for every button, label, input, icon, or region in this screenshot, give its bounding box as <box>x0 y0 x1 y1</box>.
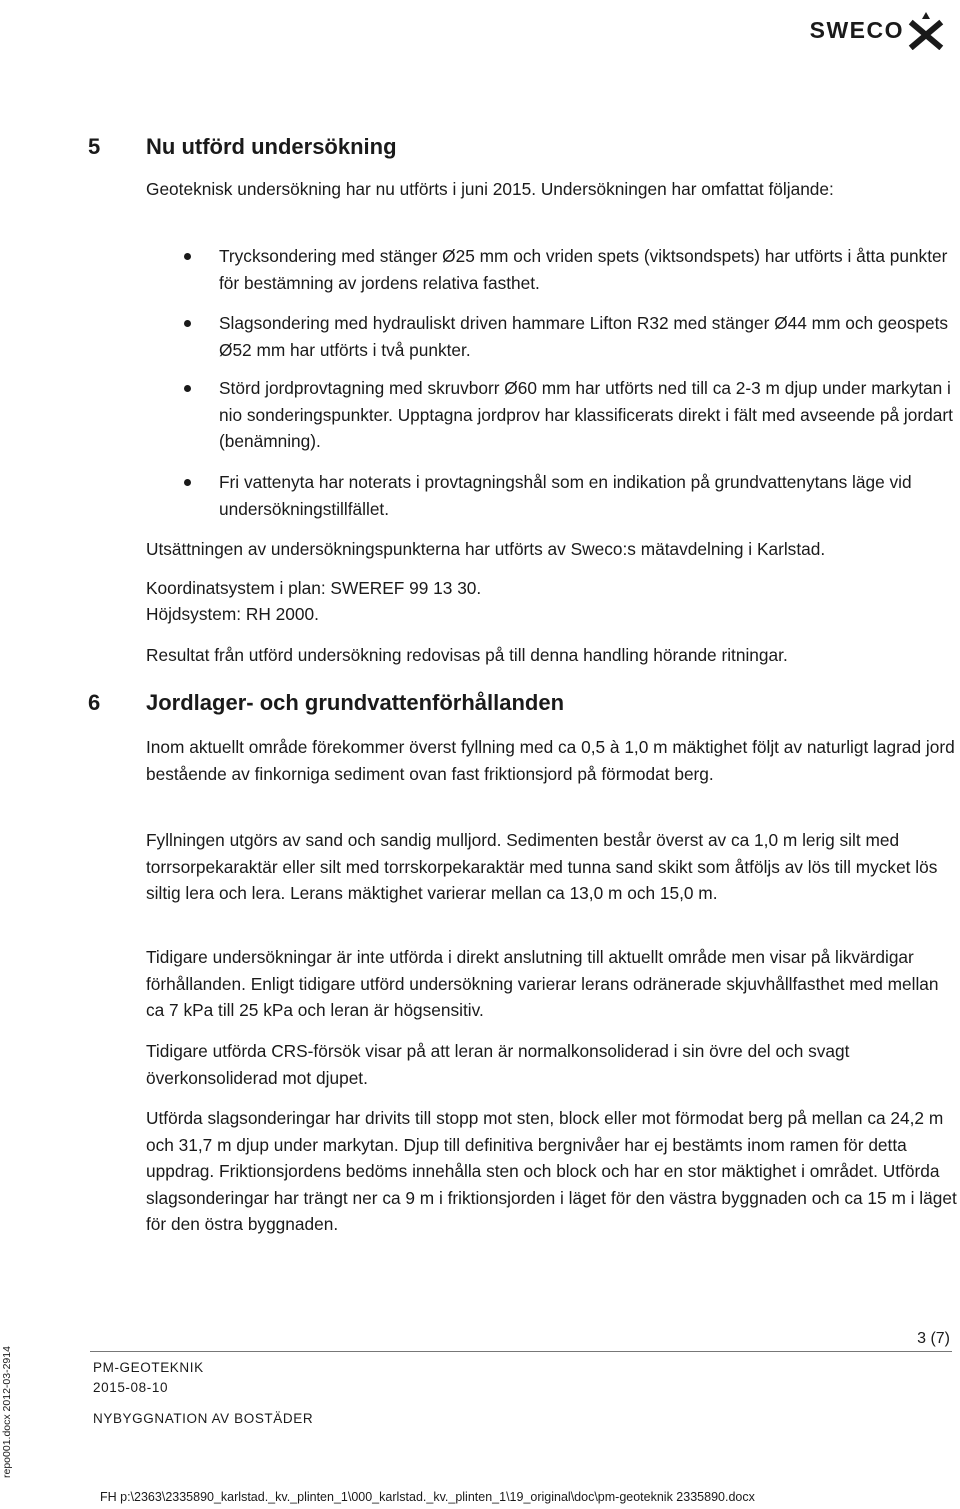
footer-divider <box>90 1351 952 1352</box>
section-5-intro: Geoteknisk undersökning har nu utförts i juni 2015. Undersökningen har omfattat följande: <box>146 179 834 199</box>
body-paragraph: Utförda slagsonderingar har drivits till stopp mot sten, block eller mot förmodat berg på mellan ca 24,2 m och 31,7 m djup under markytan. Djup till definitiva bergnivåer har ej bestämts inom ramen för detta uppdrag. Friktionsjordens bedöms innehålla sten och block och har en stor mäktighet i området. Utförda slagsonderingar har trängt ner ca 9 m i friktionsjorden i läget för den västra byggnaden och ca 15 m i läget för den östra byggnaden. <box>146 1108 957 1234</box>
section-title: Jordlager- och grundvattenförhållanden <box>146 690 565 715</box>
document-type: PM-GEOTEKNIK <box>93 1360 204 1375</box>
bullet-icon <box>184 479 191 486</box>
section-number: 6 <box>88 690 101 715</box>
section-number: 5 <box>88 134 101 159</box>
result-paragraph: Resultat från utförd undersökning redovisas på till denna handling hörande ritningar. <box>146 645 788 665</box>
template-reference: repo001.docx 2012-03-2914 <box>1 1346 13 1478</box>
body-paragraph: Tidigare utförda CRS-försök visar på att leran är normalkonsoliderad i sin övre del och svagt överkonsoliderad mot djupet. <box>146 1041 850 1088</box>
bullet-icon <box>184 385 191 392</box>
body-paragraph: Inom aktuellt område förekommer överst fyllning med ca 0,5 à 1,0 m mäktighet följt av naturligt lagrad jord bestående av finkorniga sediment ovan fast friktionsjord på förmodat berg. <box>146 737 955 784</box>
sweco-logo <box>810 10 944 50</box>
bullet-icon <box>184 320 191 327</box>
section-5-heading <box>88 134 397 160</box>
body-paragraph: Fyllningen utgörs av sand och sandig mulljord. Sedimenten består överst av ca 1,0 m lerig silt med torrsorpekaraktär eller silt med torrskorpekaraktär med tunna sand skikt som åtföljs av lös till mycket lös siltig lera och lera. Lerans mäktighet varierar mellan ca 13,0 m och 15,0 m. <box>146 830 938 903</box>
bullet-icon <box>184 253 191 260</box>
file-path: FH p:\2363\2335890_karlstad._kv._plinten_1\000_karlstad._kv._plinten_1\19_original\doc\pm-geoteknik 2335890.docx <box>100 1490 755 1504</box>
sweco-mark-icon <box>908 10 944 50</box>
page-number: 3 (7) <box>917 1330 950 1347</box>
body-paragraph: Tidigare undersökningar är inte utförda i direkt anslutning till aktuellt område men visar på likvärdigar förhållanden. Enligt tidigare utförd undersökning varierar lerans odränerade skjuvhållfasthet med mellan ca 7 kPa till 25 kPa och leran är högsensitiv. <box>146 947 939 1020</box>
section-6-heading <box>88 690 564 716</box>
project-name: NYBYGGNATION AV BOSTÄDER <box>93 1411 314 1426</box>
utsattning-paragraph: Utsättningen av undersökningspunkterna har utförts av Sweco:s mätavdelning i Karlstad. <box>146 539 826 559</box>
section-title: Nu utförd undersökning <box>146 134 397 159</box>
logo-text: SWECO <box>809 16 904 43</box>
height-system: Höjdsystem: RH 2000. <box>146 604 319 624</box>
document-date: 2015-08-10 <box>93 1380 169 1395</box>
coordinate-system: Koordinatsystem i plan: SWEREF 99 13 30. <box>146 578 482 598</box>
